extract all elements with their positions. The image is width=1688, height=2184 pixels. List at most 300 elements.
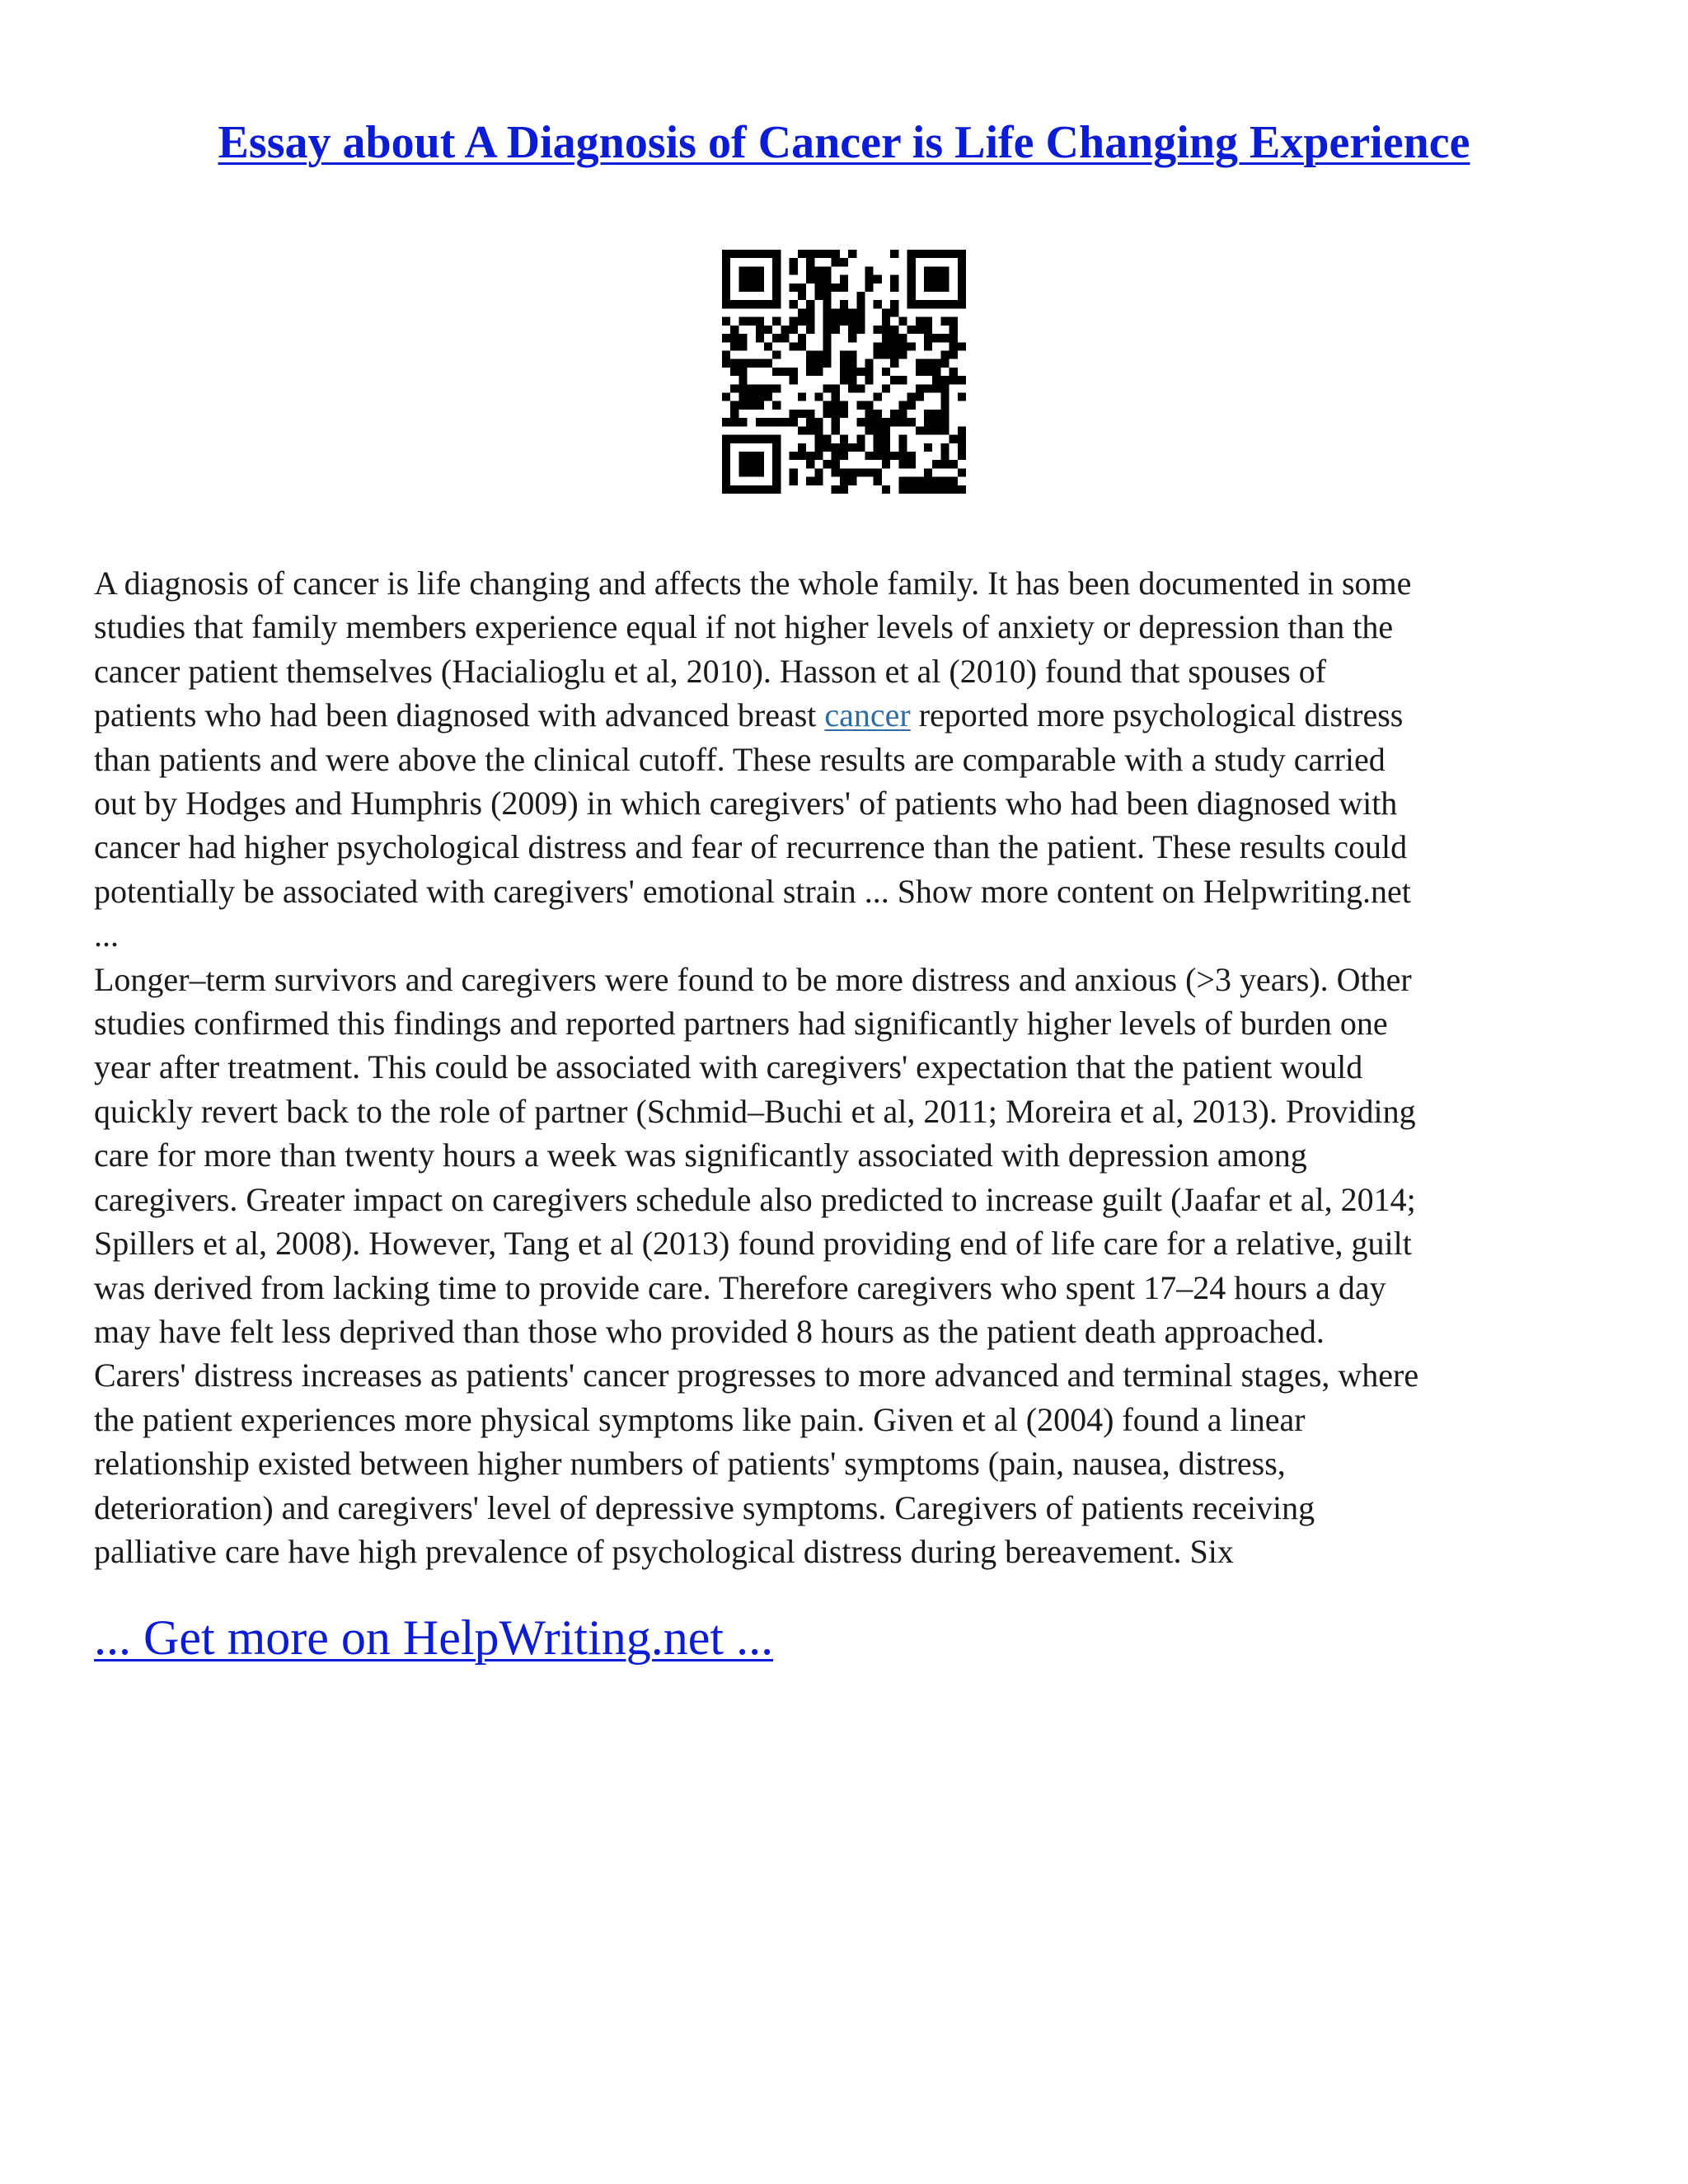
qr-module (832, 326, 840, 334)
qr-module (748, 250, 756, 258)
qr-module (950, 326, 958, 334)
qr-module (840, 368, 848, 376)
qr-module (756, 435, 764, 443)
qr-module (722, 266, 730, 274)
qr-module (814, 292, 823, 300)
qr-module (832, 426, 840, 434)
qr-module (764, 485, 772, 494)
text-line: cancer patient themselves (Hacialioglu et al, 2010). Hasson et al (2010) found that spouses of (94, 652, 1327, 690)
qr-module (806, 460, 814, 468)
qr-module (940, 426, 949, 434)
qr-module (772, 460, 781, 468)
qr-module (814, 266, 823, 274)
qr-module (940, 418, 949, 426)
qr-module (874, 300, 882, 308)
qr-module (756, 275, 764, 284)
qr-module (798, 410, 806, 418)
qr-module (916, 317, 924, 326)
qr-module (924, 334, 932, 342)
qr-module (814, 393, 823, 401)
qr-module (882, 452, 890, 460)
qr-module (848, 384, 856, 392)
qr-module (848, 477, 856, 485)
qr-module (924, 317, 932, 326)
qr-module (958, 393, 966, 401)
qr-module (932, 410, 940, 418)
qr-module (840, 443, 848, 452)
qr-module (781, 368, 789, 376)
get-more-paragraph (94, 1608, 773, 1667)
qr-module (907, 266, 916, 274)
qr-module (840, 468, 848, 476)
qr-module (738, 401, 747, 410)
qr-module (950, 334, 958, 342)
qr-module (898, 452, 907, 460)
qr-module (832, 250, 840, 258)
qr-module (798, 250, 806, 258)
qr-module (950, 342, 958, 350)
qr-module (865, 418, 874, 426)
qr-module (916, 393, 924, 401)
qr-module (865, 368, 874, 376)
qr-module (764, 326, 772, 334)
text-line: may have felt less deprived than those who provided 8 hours as the patient death approached. (94, 1312, 1325, 1350)
qr-module (840, 376, 848, 384)
qr-module (738, 485, 747, 494)
qr-module (748, 401, 756, 410)
qr-module (932, 275, 940, 284)
qr-module (840, 258, 848, 266)
text-line: than patients and were above the clinical cutoff. These results are comparable with a study carried (94, 740, 1386, 778)
qr-module (856, 401, 865, 410)
qr-module (730, 342, 738, 350)
qr-module (806, 266, 814, 274)
qr-module (832, 443, 840, 452)
qr-module (924, 410, 932, 418)
qr-module (907, 485, 916, 494)
qr-module (772, 317, 781, 326)
text-line: quickly revert back to the role of partner (Schmid–Buchi et al, 2011; Moreira et al, 2013). Providing (94, 1092, 1416, 1130)
qr-module (950, 368, 958, 376)
qr-module (730, 435, 738, 443)
qr-module (882, 384, 890, 392)
qr-module (898, 342, 907, 350)
qr-module (924, 443, 932, 452)
qr-module (958, 292, 966, 300)
qr-module (958, 275, 966, 284)
text-line: potentially be associated with caregivers' emotional strain ... Show more content on Helpwriting.net (94, 872, 1411, 910)
qr-module (907, 401, 916, 410)
qr-module (848, 326, 856, 334)
qr-module (748, 275, 756, 284)
qr-module (856, 317, 865, 326)
qr-module (738, 266, 747, 274)
qr-module (890, 376, 898, 384)
qr-module (848, 250, 856, 258)
qr-module (907, 275, 916, 284)
qr-module (958, 426, 966, 434)
qr-module (756, 300, 764, 308)
qr-module (924, 426, 932, 434)
qr-module (898, 401, 907, 410)
page-title (0, 114, 1688, 171)
title-link[interactable]: Essay about A Diagnosis of Cancer is Life Changing Experience (218, 117, 1470, 168)
qr-module (823, 317, 831, 326)
qr-module (756, 384, 764, 392)
qr-module (916, 384, 924, 392)
qr-module (907, 418, 916, 426)
qr-module (756, 334, 764, 342)
qr-module (924, 359, 932, 368)
qr-module (924, 485, 932, 494)
qr-module (958, 342, 966, 350)
qr-module (882, 443, 890, 452)
qr-module (932, 418, 940, 426)
qr-module (738, 393, 747, 401)
text-line: ... (94, 916, 119, 954)
qr-module (764, 359, 772, 368)
qr-module (840, 350, 848, 359)
qr-module (848, 376, 856, 384)
qr-module (823, 350, 831, 359)
text-line: Spillers et al, 2008). However, Tang et al (2013) found providing end of life care for a relative, guilt (94, 1225, 1412, 1263)
qr-module (823, 266, 831, 274)
qr-module (916, 300, 924, 308)
qr-module (865, 410, 874, 418)
qr-module (890, 452, 898, 460)
qr-module (924, 250, 932, 258)
qr-module (738, 359, 747, 368)
qr-module (856, 384, 865, 392)
cancer-link[interactable]: cancer (824, 696, 911, 734)
qr-module (814, 284, 823, 292)
qr-module (790, 342, 798, 350)
qr-module (806, 452, 814, 460)
qr-module (865, 275, 874, 284)
qr-module (814, 250, 823, 258)
qr-module (890, 359, 898, 368)
qr-module (738, 334, 747, 342)
qr-module (856, 368, 865, 376)
qr-module (738, 250, 747, 258)
qr-module (916, 368, 924, 376)
qr-module (823, 275, 831, 284)
qr-module (898, 334, 907, 342)
qr-module (722, 258, 730, 266)
qr-module (924, 477, 932, 485)
qr-module (806, 300, 814, 308)
qr-module (823, 460, 831, 468)
qr-module (730, 485, 738, 494)
qr-module (823, 435, 831, 443)
qr-module (882, 342, 890, 350)
qr-module (748, 266, 756, 274)
qr-module (823, 334, 831, 342)
qr-module (832, 410, 840, 418)
qr-module (806, 308, 814, 316)
qr-module (823, 359, 831, 368)
text-line: year after treatment. This could be associated with caregivers' expectation that the patient would (94, 1048, 1363, 1086)
qr-module (856, 443, 865, 452)
qr-module (874, 443, 882, 452)
qr-module (924, 326, 932, 334)
qr-module (738, 460, 747, 468)
qr-module (790, 300, 798, 308)
qr-module (756, 266, 764, 274)
qr-module (932, 359, 940, 368)
qr-module (790, 284, 798, 292)
qr-module (798, 393, 806, 401)
qr-module (772, 250, 781, 258)
qr-module (940, 350, 949, 359)
qr-module (756, 401, 764, 410)
qr-module (764, 342, 772, 350)
qr-module (840, 359, 848, 368)
qr-module (874, 275, 882, 284)
text-fragment: reported more psychological distress (910, 696, 1404, 734)
qr-module (950, 300, 958, 308)
qr-module (907, 342, 916, 350)
qr-module (823, 250, 831, 258)
qr-module (958, 452, 966, 460)
qr-module (823, 443, 831, 452)
qr-module (772, 401, 781, 410)
qr-module (722, 250, 730, 258)
qr-module (722, 452, 730, 460)
qr-module (798, 342, 806, 350)
qr-module (738, 468, 747, 476)
qr-module (932, 477, 940, 485)
text-line (94, 693, 1602, 737)
qr-module (832, 308, 840, 316)
qr-module (898, 376, 907, 384)
qr-module (790, 368, 798, 376)
qr-module (832, 468, 840, 476)
qr-module (898, 443, 907, 452)
qr-module (722, 275, 730, 284)
qr-module (856, 308, 865, 316)
qr-module (898, 410, 907, 418)
qr-module (798, 452, 806, 460)
qr-module (882, 326, 890, 334)
qr-module (840, 477, 848, 485)
text-fragment: patients who had been diagnosed with advanced breast (94, 696, 825, 734)
qr-module (772, 258, 781, 266)
qr-module (882, 435, 890, 443)
qr-module (932, 376, 940, 384)
qr-module (940, 250, 949, 258)
qr-module (932, 300, 940, 308)
qr-module (764, 393, 772, 401)
qr-module (756, 460, 764, 468)
qr-module (748, 468, 756, 476)
qr-module (806, 426, 814, 434)
qr-module (748, 435, 756, 443)
qr-module (806, 477, 814, 485)
qr-module (722, 350, 730, 359)
text-line: relationship existed between higher numbers of patients' symptoms (pain, nausea, distress, (94, 1445, 1286, 1483)
qr-module (722, 300, 730, 308)
qr-module (756, 393, 764, 401)
qr-module (907, 292, 916, 300)
qr-module (848, 443, 856, 452)
qr-module (756, 250, 764, 258)
qr-module (890, 350, 898, 359)
qr-module (865, 359, 874, 368)
qr-module (890, 250, 898, 258)
qr-module (806, 350, 814, 359)
qr-module (748, 284, 756, 292)
qr-module (832, 317, 840, 326)
qr-module (907, 393, 916, 401)
qr-module (898, 460, 907, 468)
qr-module (790, 317, 798, 326)
qr-module (730, 401, 738, 410)
qr-module (814, 426, 823, 434)
qr-module (958, 435, 966, 443)
qr-module (738, 368, 747, 376)
qr-module (940, 334, 949, 342)
qr-module (832, 401, 840, 410)
qr-module (840, 275, 848, 284)
qr-module (940, 376, 949, 384)
qr-module (756, 485, 764, 494)
qr-module (940, 452, 949, 460)
qr-module (814, 452, 823, 460)
qr-module (781, 334, 789, 342)
qr-module (738, 317, 747, 326)
qr-module (756, 468, 764, 476)
qr-module (924, 368, 932, 376)
qr-module (772, 275, 781, 284)
qr-module (772, 384, 781, 392)
qr-module (756, 359, 764, 368)
qr-module (950, 435, 958, 443)
qr-module (790, 418, 798, 426)
qr-module (874, 477, 882, 485)
qr-module (898, 418, 907, 426)
qr-module (848, 468, 856, 476)
qr-module (764, 384, 772, 392)
qr-module (730, 418, 738, 426)
qr-module (924, 468, 932, 476)
qr-module (840, 317, 848, 326)
qr-module (840, 401, 848, 410)
qr-module (738, 418, 747, 426)
qr-module (882, 308, 890, 316)
qr-module (722, 292, 730, 300)
qr-module (950, 250, 958, 258)
qr-module (882, 350, 890, 359)
get-more-link[interactable]: ... Get more on HelpWriting.net ... (94, 1610, 774, 1665)
qr-module (882, 460, 890, 468)
qr-module (907, 284, 916, 292)
qr-module (924, 284, 932, 292)
qr-module (874, 418, 882, 426)
qr-module (790, 410, 798, 418)
qr-module (823, 284, 831, 292)
qr-module (924, 300, 932, 308)
qr-module (950, 460, 958, 468)
qr-module (940, 485, 949, 494)
qr-module (772, 477, 781, 485)
qr-module (748, 384, 756, 392)
qr-module (890, 284, 898, 292)
qr-module (907, 477, 916, 485)
text-line: cancer had higher psychological distress and fear of recurrence than the patient. These results could (94, 828, 1408, 866)
qr-module (798, 284, 806, 292)
qr-module (806, 418, 814, 426)
qr-module (916, 359, 924, 368)
qr-module (950, 317, 958, 326)
qr-module (950, 485, 958, 494)
qr-module (772, 368, 781, 376)
qr-module (832, 460, 840, 468)
qr-module (790, 468, 798, 476)
qr-module (848, 317, 856, 326)
qr-module (814, 368, 823, 376)
qr-module (772, 418, 781, 426)
qr-module (772, 300, 781, 308)
qr-module (882, 485, 890, 494)
qr-module (958, 266, 966, 274)
qr-module (832, 485, 840, 494)
qr-module (940, 410, 949, 418)
qr-module (865, 401, 874, 410)
qr-module (865, 376, 874, 384)
qr-module (932, 334, 940, 342)
qr-module (940, 266, 949, 274)
qr-module (790, 477, 798, 485)
qr-module (848, 368, 856, 376)
qr-module (874, 326, 882, 334)
qr-module (738, 376, 747, 384)
qr-module (940, 317, 949, 326)
qr-module (738, 284, 747, 292)
text-line: out by Hodges and Humphris (2009) in which caregivers' of patients who had been diagnosed with (94, 785, 1398, 823)
qr-module (958, 376, 966, 384)
qr-module (814, 443, 823, 452)
qr-module (756, 317, 764, 326)
qr-module (730, 410, 738, 418)
qr-module (874, 393, 882, 401)
qr-code-icon (722, 250, 966, 494)
qr-module (798, 426, 806, 434)
qr-module (772, 485, 781, 494)
qr-module (840, 300, 848, 308)
qr-module (781, 326, 789, 334)
qr-module (806, 258, 814, 266)
qr-module (898, 435, 907, 443)
qr-module (748, 393, 756, 401)
qr-module (940, 300, 949, 308)
qr-module (898, 350, 907, 359)
qr-module (940, 443, 949, 452)
qr-module (756, 326, 764, 334)
qr-module (730, 334, 738, 342)
qr-module (940, 393, 949, 401)
qr-module (856, 468, 865, 476)
qr-module (865, 426, 874, 434)
qr-module (722, 435, 730, 443)
qr-module (840, 308, 848, 316)
qr-module (748, 359, 756, 368)
text-line: studies that family members experience equal if not higher levels of anxiety or depression than the (94, 608, 1394, 646)
qr-module (874, 342, 882, 350)
qr-module (722, 443, 730, 452)
qr-module (738, 342, 747, 350)
qr-module (932, 485, 940, 494)
